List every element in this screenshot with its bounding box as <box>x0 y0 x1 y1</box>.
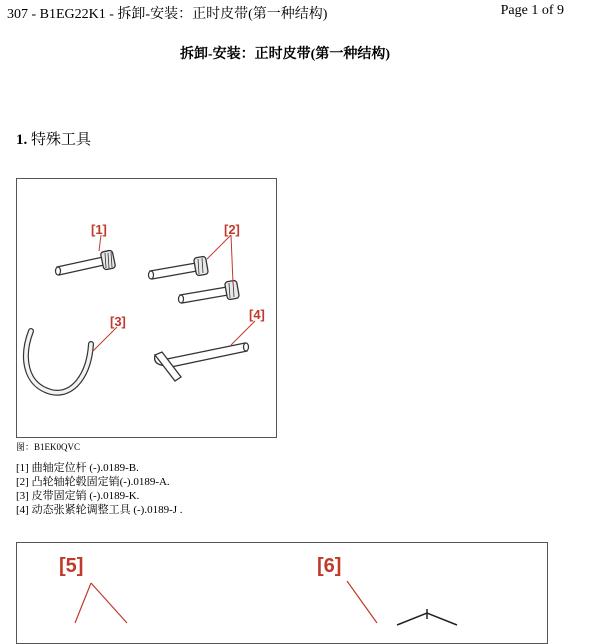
callout-3: [3] <box>110 314 126 329</box>
callout-1: [1] <box>91 222 107 237</box>
section-title: 特殊工具 <box>31 132 92 148</box>
special-tools-figure <box>16 178 277 438</box>
page-indicator: Page 1 of 9 <box>500 3 564 18</box>
tensioner-tool-drawing <box>155 343 249 381</box>
callout-2: [2] <box>224 222 240 237</box>
tool-item-1: [1] 曲轴定位杆 (-).0189-B. <box>16 462 139 474</box>
camshaft-pin-drawing <box>149 256 240 303</box>
second-figure <box>16 542 548 644</box>
callout-5: [5] <box>59 555 84 577</box>
section-heading <box>16 128 91 149</box>
belt-clip-drawing <box>26 331 91 393</box>
special-tools-illustration <box>17 179 276 437</box>
page-title: 拆卸-安装：正时皮带(第一种结构) <box>180 47 390 62</box>
tool-item-4: [4] 动态张紧轮调整工具 (-).0189-J . <box>16 504 183 516</box>
tool-item-2: [2] 凸轮轴轮毂固定销(-).0189-A. <box>16 476 170 488</box>
tool-list <box>16 461 183 517</box>
section-number: 1. <box>16 132 28 148</box>
callout-6: [6] <box>317 555 342 577</box>
second-figure-illustration <box>17 543 547 643</box>
figure-caption: 图：B1EK0QVC <box>16 442 81 452</box>
callout-4: [4] <box>249 307 265 322</box>
tool-item-3: [3] 皮带固定销 (-).0189-K. <box>16 490 140 502</box>
crankshaft-pin-drawing <box>56 250 116 275</box>
document-reference: 307 - B1EG22K1 - 拆卸-安装：正时皮带(第一种结构) <box>7 7 328 22</box>
